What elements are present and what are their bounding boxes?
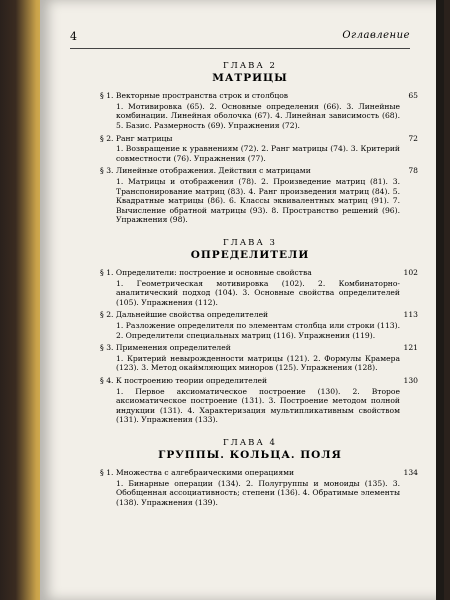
section-contents: 1. Геометрическая мотивировка (102). 2. Комбинаторно-аналитический подход (104). 3. Основные свойства определителей (105). Упражнения (112).: [116, 278, 400, 307]
toc-section: [100, 468, 418, 507]
section-heading-row: [100, 133, 418, 144]
section-page: 72: [408, 133, 418, 143]
chapter-block: [100, 237, 418, 425]
section-page: 78: [408, 166, 418, 176]
section-contents: 1. Матрицы и отображения (78). 2. Произведение матриц (81). 3. Транспонирование матриц (83). 4. Ранг произведения матриц (84). 5. Квадратные матрицы (86). 6. Классы эквивалентных матриц (91). 7. Вычисление обратной матрицы (93). 8. Пространство решений (96). Упражнения (98).: [116, 176, 400, 225]
section-contents: 1. Возвращение к уравнениям (72). 2. Ранг матрицы (74). 3. Критерий совместности (76). Упражнения (77).: [116, 144, 400, 163]
running-head: [70, 28, 410, 49]
section-heading: § 2. Дальнейшие свойства определителей: [100, 310, 269, 320]
toc-section: [100, 376, 418, 425]
toc-section: [100, 343, 418, 373]
chapter-block: [100, 438, 418, 508]
chapter-number: ГЛАВА 2: [223, 61, 277, 71]
section-contents: 1. Разложение определителя по элементам столбца или строки (113). 2. Определители специальных матриц (116). Упражнения (119).: [116, 321, 400, 340]
section-page: 121: [403, 343, 418, 353]
section-heading-row: [100, 343, 418, 353]
section-page: 102: [403, 268, 418, 278]
section-contents: 1. Бинарные операции (134). 2. Полугруппы и моноиды (135). 3. Обобщенная ассоциативность; степени (136). 4. Обратимые элементы (138). Упражнения (139).: [116, 478, 400, 507]
section-contents: 1. Первое аксиоматическое построение (130). 2. Второе аксиоматическое построение (131). 3. Построение методом полной индукции (131). 4. Характеризация мультипликативным свойством (131). Упражнения (133).: [116, 386, 400, 425]
section-contents: 1. Мотивировка (65). 2. Основные определения (66). 3. Линейные комбинации. Линейная оболочка (67). 4. Линейная зависимость (68). 5. Базис. Размерность (69). Упражнения (72).: [116, 101, 400, 130]
running-title: Оглавление: [342, 30, 410, 41]
chapter-title: ОПРЕДЕЛИТЕЛИ: [190, 248, 310, 261]
toc-section: [100, 268, 418, 307]
page-number: 4: [70, 30, 77, 43]
section-page: 130: [403, 376, 418, 386]
page-right-edge: [436, 0, 444, 600]
section-heading: § 2. Ранг матрицы: [100, 133, 173, 143]
section-heading: § 3. Линейные отображения. Действия с матрицами: [100, 166, 311, 176]
section-heading: § 1. Множества с алгебраическими операциями: [100, 468, 295, 478]
toc-section: [100, 133, 418, 164]
chapter-block: [100, 61, 418, 225]
section-heading-row: [100, 468, 418, 478]
section-heading: § 1. Векторные пространства строк и столбцов: [100, 91, 289, 101]
toc-section: [100, 310, 418, 340]
section-heading-row: [100, 376, 418, 386]
section-contents: 1. Критерий невырожденности матрицы (121). 2. Формулы Крамера (123). 3. Метод окаймляющих миноров (125). Упражнения (128).: [116, 353, 400, 373]
section-heading: § 1. Определители: построение и основные свойства: [100, 268, 312, 278]
chapter-number: ГЛАВА 3: [223, 237, 277, 248]
toc-section: [100, 166, 418, 225]
chapter-title: ГРУППЫ. КОЛЬЦА. ПОЛЯ: [158, 448, 342, 461]
chapter-title: МАТРИЦЫ: [212, 71, 288, 84]
section-page: 65: [408, 91, 418, 101]
section-heading: § 4. К построению теории определителей: [100, 376, 268, 386]
toc-section: [100, 91, 418, 130]
section-heading-row: [100, 91, 418, 101]
section-heading-row: [100, 166, 418, 176]
table-of-contents: [100, 58, 418, 511]
section-page: 134: [403, 468, 418, 478]
section-heading-row: [100, 268, 418, 278]
chapter-number: ГЛАВА 4: [223, 438, 277, 448]
section-page: 113: [403, 310, 418, 320]
section-heading-row: [100, 310, 418, 320]
section-heading: § 3. Применения определителей: [100, 343, 231, 353]
